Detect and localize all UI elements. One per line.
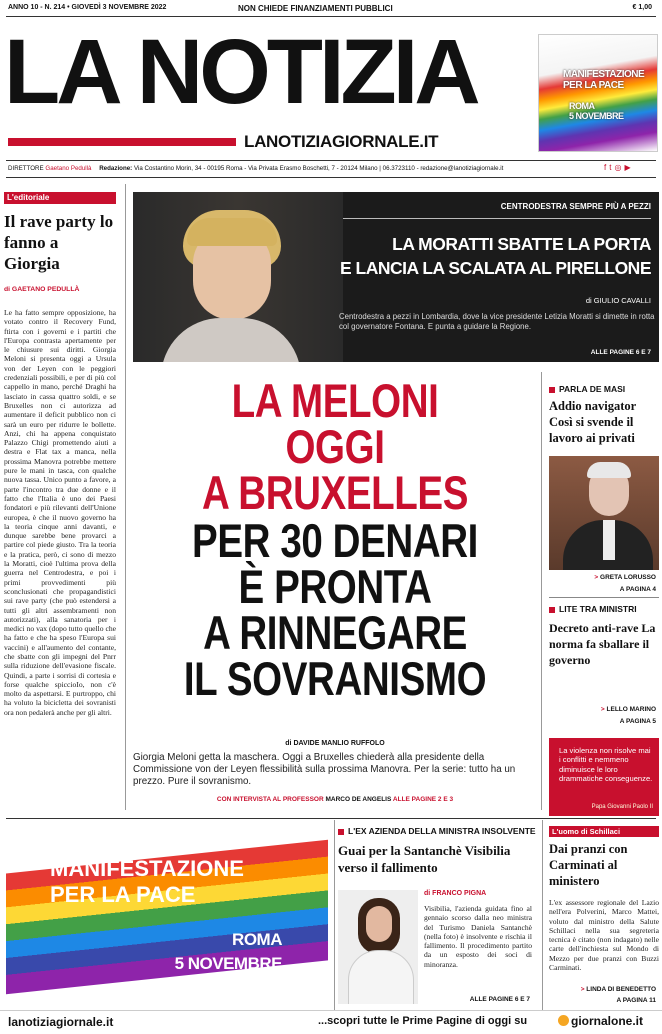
moratti-headline-1: LA MORATTI SBATTE LA PORTA	[392, 234, 651, 254]
main-story[interactable]	[133, 372, 537, 810]
twitter-icon[interactable]: t	[609, 163, 615, 172]
moratti-story[interactable]	[133, 192, 659, 362]
main-byline: di DAVIDE MANLIO RUFFOLO	[285, 740, 385, 747]
redazione-label: Redazione:	[99, 165, 133, 172]
main-red-line-3: A BRUXELLES	[201, 466, 469, 519]
editorial-body: Le ha fatto sempre opposizione, ha votato contro il Recovery Fund, ftirta con i governi e i partiti che l'Europa contrasta apertamente per le chiusure sui diritti. Giorgia Meloni si presenta oggi a Ursula von der Leyen con le peggiori credenziali possibili, e per di più col cappello in mano, perché Draghi ha lasciato in cassa quattro soldi, e se Bruxelles non ci autorizza ad aumentare il deficit pubblico non ci sarà un euro per ridurre le bollette. Anzi, chi ha appena conquistato Palazzo Chigi promettendo aiuti a destra e Flat tax a manca, nella prossima Manovra potrebbe mettere pure le mani in tasca, con qualche nuova tassa. Unico punto a favore, a parte l'incontro tra due donne e il fatto che l'Italia è uno dei Paesi fondatori e più rilevanti dell'Unione europea, è che il nuovo governo ha la teoria cinque anni davanti, e dunque sarebbe bene provarci a partire col piede giusto. Tra la teoria e la pratica, però, ci sono di mezzo la Moratti, cioè l'ultima prova della guerra nel Centrodestra, e poi i primi provvedimenti più sconclusionati che propagandistici sui rave party (che può estendersi a tutti gli altri assembramenti non autorizzati), alla sanatoria per i medici no vax (dopo tutto quello che ha fatto e che ha speso l'Europa sui vaccini) e all'aumento del contante, che sbatte con gli impegni del Pnrr sulla riduzione dell'evasione fiscale. Quindi, a parte i sorrisi di cortesia e forse qualche spiccioIo, non c'è molto da aspettarsi. E purtroppo, chi ha voluto la bicicletta dei sovranisti ora non pedalerà anche per gli altri.	[4, 308, 116, 717]
editorial-title[interactable]: Il rave party lo fanno a Giorgia	[4, 212, 114, 273]
issue-info: ANNO 10 - N. 214 • GIOVEDÌ 3 NOVEMBRE 2022	[8, 4, 167, 11]
redazione-address: Via Costantino Morin, 34 - 00195 Roma - Via Privata Erasmo Boschetti, 7 - 20124 Milano | 06.3723110 - redazione@lanotiziagiornale.it	[133, 165, 504, 172]
main-interview	[133, 796, 537, 803]
peace-banner[interactable]	[6, 826, 328, 1008]
giornalone-logo-icon	[558, 1015, 569, 1026]
carminati-body: L'ex assessore regionale del Lazio nell'era Polverini, Marco Mattei, voluto dal ministro della Salute Schillaci nella sua segreteria tecnica è citato (non indagato) nelle carte dell'inchiesta sul Mondo di Mezzo per due pranzi con Buzzi Carminati.	[549, 898, 659, 973]
promo-line2: PER LA PACE	[563, 80, 624, 91]
masthead	[4, 22, 524, 132]
carminati-tag	[549, 826, 659, 837]
masi-tag: PARLA DE MASI	[549, 384, 625, 394]
carminati-pages: A PAGINA 11	[616, 997, 656, 1004]
santanche-tag: L'EX AZIENDA DELLA MINISTRA INSOLVENTE	[338, 826, 536, 836]
promo-line3: ROMA	[569, 101, 595, 111]
director-name: Gaetano Pedullà	[45, 165, 92, 172]
main-black-line-2: È PRONTA	[238, 560, 432, 613]
editorial-tag	[4, 192, 116, 205]
main-black-line-4: IL SOVRANISMO	[183, 652, 487, 705]
main-red-line-2: OGGI	[285, 420, 385, 473]
social-icons[interactable]	[604, 163, 634, 172]
banner-line2: PER LA PACE	[50, 882, 196, 907]
moratti-kicker: CENTRODESTRA SEMPRE PIÙ A PEZZI	[500, 202, 651, 211]
quote-author: Papa Giovanni Paolo II	[591, 804, 653, 810]
santanche-byline: di FRANCO PIGNA	[424, 890, 487, 897]
carminati-byline: > LINDA DI BENEDETTO	[580, 986, 656, 993]
promo-line4: 5 NOVEMBRE	[569, 111, 624, 121]
footer-right-text: ...scopri tutte le Prime Pagine di oggi su	[318, 1015, 528, 1027]
rave-tag: LITE TRA MINISTRI	[549, 604, 637, 614]
masthead-red-bar	[8, 138, 236, 146]
banner-line1: MANIFESTAZIONE	[50, 856, 244, 881]
main-black-line-1: PER 30 DENARI	[192, 514, 478, 567]
moratti-body: Centrodestra a pezzi in Lombardia, dove la vice presidente Letizia Moratti si dimette in rotta col governatore Fontana. E punta a guidare la Regione.	[339, 312, 655, 331]
footer-brand[interactable]: giornalone.it	[558, 1014, 643, 1028]
banner-line4: 5 NOVEMBRE	[174, 954, 282, 973]
main-body: Giorgia Meloni getta la maschera. Oggi a Bruxelles chiederà alla presidente della Commissione von der Leyen flessibilità sulla prossima Manovra. Per la serie: tutto ha un prezzo. Pure il sovranismo.	[133, 752, 516, 787]
editorial-tag-label: L'editoriale	[4, 192, 116, 204]
santanche-title[interactable]: Guai per la Santanchè Visibilia verso il fallimento	[338, 843, 511, 875]
santanche-photo	[338, 890, 418, 1004]
promo-box[interactable]	[538, 34, 658, 152]
price: € 1,00	[632, 4, 652, 11]
carminati-tag-label: L'uomo di Schillaci	[549, 826, 659, 837]
masi-pages: A PAGINA 4	[619, 586, 656, 593]
main-black-line-3: A RINNEGARE	[203, 606, 467, 659]
masi-byline: > GRETA LORUSSO	[594, 574, 656, 581]
quote-text: La violenza non risolve mai i conflitti e nemmeno diminuisce le loro drammatiche conseguenze.	[559, 746, 653, 784]
quote-box	[549, 738, 659, 816]
masthead-title: LA NOTIZIA	[4, 21, 477, 123]
interview-pre: CON INTERVISTA AL PROFESSOR	[216, 796, 324, 803]
facebook-icon[interactable]: f	[604, 163, 610, 172]
youtube-icon[interactable]: ▶	[624, 163, 634, 172]
interview-name: MARCO DE ANGELIS	[325, 796, 392, 803]
santanche-body: Visibilia, l'azienda guidata fino al gennaio scorso dalla neo ministra del Turismo Daniela Santanchè (nella foto) è insolvente e rischia il fallimento. Il procedimento partito da un esposto dei soci di minoranza.	[424, 904, 532, 969]
masi-photo	[549, 456, 659, 570]
editorial-byline: di GAETANO PEDULLÀ	[4, 286, 80, 293]
rave-byline: > LELLO MARINO	[600, 706, 656, 713]
column-divider	[125, 184, 126, 810]
instagram-icon[interactable]: ◎	[614, 163, 625, 172]
moratti-headline-2: E LANCIA LA SCALATA AL PIRELLONE	[340, 258, 651, 278]
banner-line3: ROMA	[232, 930, 282, 949]
info-bar	[8, 165, 503, 172]
moratti-pages: ALLE PAGINE 6 E 7	[590, 349, 651, 356]
rave-pages: A PAGINA 5	[619, 718, 656, 725]
main-red-line-1: LA MELONI	[231, 374, 439, 427]
website-url[interactable]: LANOTIZIAGIORNALE.IT	[244, 132, 439, 151]
footer-left-link[interactable]: lanotiziagiornale.it	[8, 1015, 114, 1029]
moratti-byline: di GIULIO CAVALLI	[585, 296, 651, 305]
carminati-title[interactable]: Dai pranzi con Carminati al ministero	[549, 842, 628, 888]
moratti-photo	[133, 192, 343, 362]
santanche-pages: ALLE PAGINE 6 E 7	[469, 996, 530, 1003]
interview-pages: ALLE PAGINE 2 E 3	[392, 796, 454, 803]
slogan: NON CHIEDE FINANZIAMENTI PUBBLICI	[238, 4, 393, 13]
director-label: DIRETTORE	[8, 165, 44, 172]
rave-title[interactable]: Decreto anti-rave La norma fa sballare il governo	[549, 621, 656, 667]
promo-line1: MANIFESTAZIONE	[563, 69, 645, 80]
masi-title[interactable]: Addio navigator Così si svende il lavoro ai privati	[549, 399, 636, 445]
